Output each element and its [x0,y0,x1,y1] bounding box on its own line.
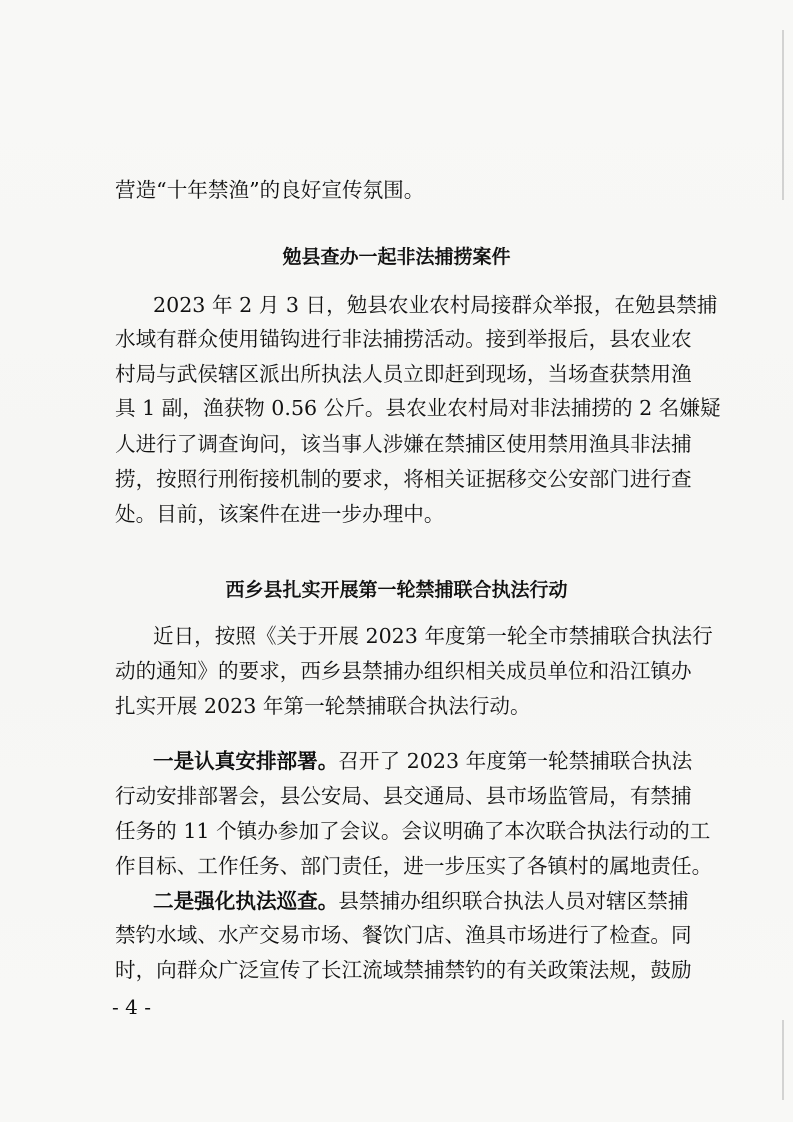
point1-line: 任务的 11 个镇办参加了会议。会议明确了本次联合执法行动的工 [115,819,711,843]
section2-intro-line: 动的通知》的要求，西乡县禁捕办组织相关成员单位和沿江镇办 [115,659,692,683]
section1-title: 勉县查办一起非法捕捞案件 [282,246,511,268]
page-number: - 4 - [112,995,151,1019]
point2-line: 禁钓水域、水产交易市场、餐饮门店、渔具市场进行了检查。同 [115,923,692,947]
point2-label: 二是强化执法巡查。 [153,889,339,913]
section1-line: 处。目前，该案件在进一步办理中。 [115,502,445,526]
section1-line: 村局与武侯辖区派出所执法人员立即赶到现场，当场查获禁用渔 [115,362,692,386]
section2-title: 西乡县扎实开展第一轮禁捕联合执法行动 [225,579,568,601]
section1-line: 具 1 副，渔获物 0.56 公斤。县农业农村局对非法捕捞的 2 名嫌疑 [115,396,721,420]
point2-first-line [153,884,703,918]
point2-first-text: 县禁捕办组织联合执法人员对辖区禁捕 [338,889,689,913]
section1-line: 2023 年 2 月 3 日，勉县农业农村局接群众举报，在勉县禁捕 [153,293,718,317]
section1-line: 人进行了调查询问，该当事人涉嫌在禁捕区使用禁用渔具非法捕 [115,432,692,456]
scan-edge-mark [782,30,784,200]
point1-label: 一是认真安排部署。 [153,749,339,773]
scan-edge-mark [782,1020,784,1100]
point1-first-text: 召开了 2023 年度第一轮禁捕联合执法 [338,749,693,773]
point1-first-line [153,744,703,778]
section2-intro-line: 近日，按照《关于开展 2023 年度第一轮全市禁捕联合执法行 [153,624,713,648]
section1-line: 捞，按照行刑衔接机制的要求，将相关证据移交公安部门进行查 [115,467,692,491]
point1-line: 作目标、工作任务、部门责任，进一步压实了各镇村的属地责任。 [115,854,713,878]
intro-line: 营造“十年禁渔”的良好宣传氛围。 [115,178,425,202]
section1-line: 水域有群众使用锚钩进行非法捕捞活动。接到举报后，县农业农 [115,327,692,351]
point2-line: 时，向群众广泛宣传了长江流域禁捕禁钓的有关政策法规，鼓励 [115,958,692,982]
section2-intro-line: 扎实开展 2023 年第一轮禁捕联合执法行动。 [115,694,531,718]
point1-line: 行动安排部署会，县公安局、县交通局、县市场监管局，有禁捕 [115,784,692,808]
